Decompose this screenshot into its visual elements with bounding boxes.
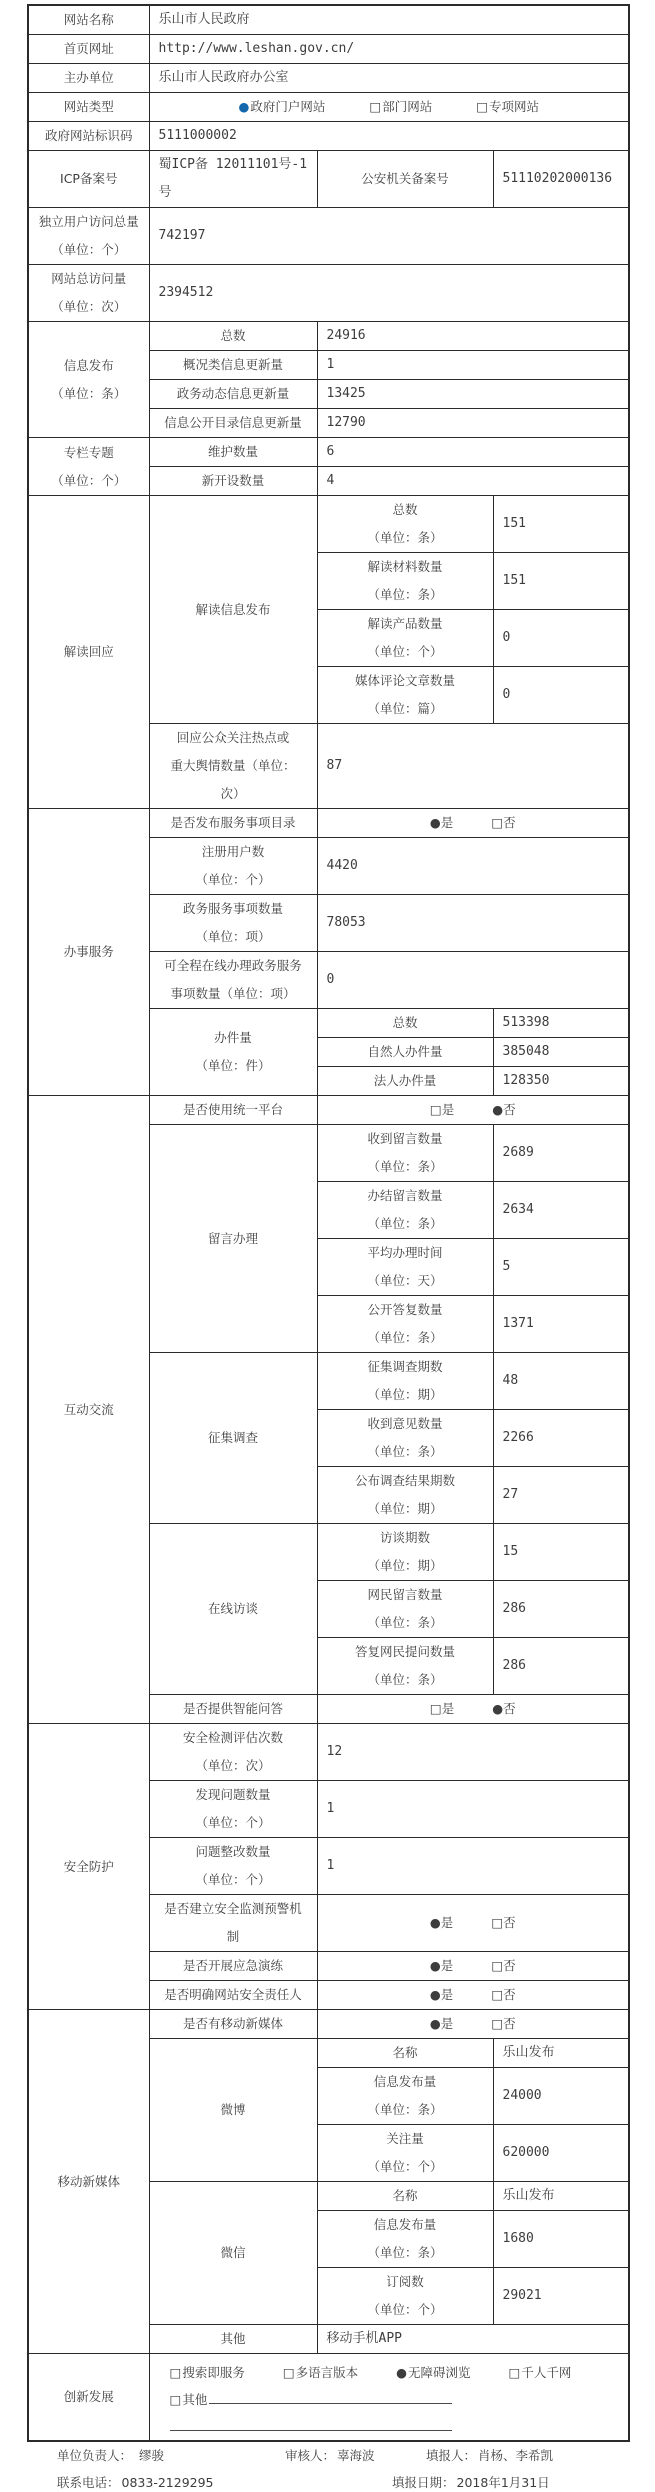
police-record-label: 公安机关备案号	[317, 151, 493, 208]
interviews-row-value: 286	[493, 1638, 629, 1695]
security-row-label: 安全检测评估次数 （单位：次）	[149, 1724, 317, 1781]
radio-no[interactable]: □否	[491, 1958, 516, 1973]
icp-label: ICP备案号	[28, 151, 149, 208]
surveys-row-value: 48	[493, 1353, 629, 1410]
info-publish-row-value: 12790	[317, 409, 629, 438]
interpret-row-value: 0	[493, 667, 629, 724]
info-publish-row-value: 24916	[317, 322, 629, 351]
volume-row-value: 385048	[493, 1038, 629, 1067]
weibo-row-value: 24000	[493, 2068, 629, 2125]
row-home-url	[28, 35, 629, 64]
radio-government-portal[interactable]: ●政府门户网站	[238, 99, 326, 114]
home-url-value: http://www.leshan.gov.cn/	[149, 35, 629, 64]
wechat-row-label: 订阅数 （单位：个）	[317, 2268, 493, 2325]
checkbox-search-service[interactable]: □搜索即服务	[169, 2365, 245, 2380]
wechat-row-label: 名称	[317, 2182, 493, 2211]
messages-row-label: 收到留言数量 （单位：条）	[317, 1125, 493, 1182]
radio-department-site[interactable]: □部门网站	[369, 99, 433, 114]
interviews-group-label: 在线访谈	[149, 1524, 317, 1695]
row-unique-visitors	[28, 208, 629, 265]
row-info-publish-total	[28, 322, 629, 351]
site-type-options	[149, 93, 629, 122]
interpret-row-label: 总数 （单位：条）	[317, 496, 493, 553]
volume-group-label: 办件量 （单位：件）	[149, 1009, 317, 1096]
radio-no[interactable]: □否	[491, 1987, 516, 2002]
row-security-checks	[28, 1724, 629, 1781]
radio-no[interactable]: □否	[491, 1915, 516, 1930]
weibo-row-label: 名称	[317, 2039, 493, 2068]
smart-qa-answer	[317, 1695, 629, 1724]
blank-underline[interactable]	[209, 2389, 452, 2404]
surveys-row-label: 征集调查期数 （单位：期）	[317, 1353, 493, 1410]
info-publish-group-label: 信息发布 （单位：条）	[28, 322, 149, 438]
organizer-label: 主办单位	[28, 64, 149, 93]
wechat-group-label: 微信	[149, 2182, 317, 2325]
checkbox-empty-icon: □	[508, 2365, 521, 2380]
wechat-row-value: 乐山发布	[493, 2182, 629, 2211]
interpret-row-label: 解读材料数量 （单位：条）	[317, 553, 493, 610]
row-service-catalog	[28, 809, 629, 838]
innovation-options	[149, 2354, 629, 2442]
radio-special-site[interactable]: □专项网站	[476, 99, 540, 114]
contact-phone: 联系电话： 0833-2129295	[57, 2475, 214, 2490]
volume-row-value: 513398	[493, 1009, 629, 1038]
report-date: 填报日期： 2018年1月31日	[392, 2475, 550, 2490]
wechat-row-value: 29021	[493, 2268, 629, 2325]
security-row-value: 12	[317, 1724, 629, 1781]
volume-row-label: 总数	[317, 1009, 493, 1038]
police-record-value: 51110202000136	[493, 151, 629, 208]
row-innovation	[28, 2354, 629, 2442]
volume-row-label: 自然人办件量	[317, 1038, 493, 1067]
site-type-label: 网站类型	[28, 93, 149, 122]
security-group-label: 安全防护	[28, 1724, 149, 2010]
security-owner-label: 是否明确网站安全责任人	[149, 1981, 317, 2010]
security-mechanism-answer	[317, 1895, 629, 1952]
messages-row-value: 1371	[493, 1296, 629, 1353]
radio-no[interactable]: ●否	[492, 1701, 516, 1716]
weibo-row-label: 关注量 （单位：个）	[317, 2125, 493, 2182]
row-unified-platform	[28, 1096, 629, 1125]
interpret-row-value: 151	[493, 496, 629, 553]
registered-users-value: 4420	[317, 838, 629, 895]
checkbox-empty-icon: □	[169, 2392, 182, 2407]
unified-platform-label: 是否使用统一平台	[149, 1096, 317, 1125]
interaction-group-label: 互动交流	[28, 1096, 149, 1724]
security-owner-answer	[317, 1981, 629, 2010]
row-organizer	[28, 64, 629, 93]
surveys-group-label: 征集调查	[149, 1353, 317, 1524]
radio-yes[interactable]: □是	[429, 1102, 455, 1117]
checkbox-personalized[interactable]: □千人千网	[508, 2365, 572, 2380]
interviews-row-value: 15	[493, 1524, 629, 1581]
checkbox-empty-icon: □	[282, 2365, 295, 2380]
report-table	[27, 4, 630, 2442]
row-topics-maintained	[28, 438, 629, 467]
security-drill-label: 是否开展应急演练	[149, 1952, 317, 1981]
reporter: 填报人： 肖杨、李希凯	[426, 2448, 554, 2463]
radio-yes[interactable]: ●是	[429, 815, 454, 830]
interviews-row-label: 答复网民提问数量 （单位：条）	[317, 1638, 493, 1695]
interviews-row-label: 访谈期数 （单位：期）	[317, 1524, 493, 1581]
site-name-label: 网站名称	[28, 5, 149, 35]
topics-row-label: 新开设数量	[149, 467, 317, 496]
radio-no[interactable]: □否	[491, 815, 516, 830]
innovation-group-label: 创新发展	[28, 2354, 149, 2442]
checkbox-empty-icon: □	[369, 99, 382, 114]
info-publish-row-label: 信息公开目录信息更新量	[149, 409, 317, 438]
row-icp	[28, 151, 629, 208]
registered-users-label: 注册用户数 （单位：个）	[149, 838, 317, 895]
radio-yes[interactable]: ●是	[429, 1915, 454, 1930]
messages-row-value: 5	[493, 1239, 629, 1296]
interviews-row-label: 网民留言数量 （单位：条）	[317, 1581, 493, 1638]
messages-row-value: 2634	[493, 1182, 629, 1239]
interpret-row-value: 151	[493, 553, 629, 610]
surveys-row-label: 公布调查结果期数 （单位：期）	[317, 1467, 493, 1524]
radio-no[interactable]: □否	[491, 2016, 516, 2031]
unit-head: 单位负责人： 缪骏	[57, 2448, 165, 2463]
messages-group-label: 留言办理	[149, 1125, 317, 1353]
auditor: 审核人： 辜海波	[285, 2448, 375, 2463]
volume-row-value: 128350	[493, 1067, 629, 1096]
blank-underline[interactable]	[170, 2416, 452, 2431]
row-site-type	[28, 93, 629, 122]
messages-row-value: 2689	[493, 1125, 629, 1182]
interviews-row-value: 286	[493, 1581, 629, 1638]
messages-row-label: 平均办理时间 （单位：天）	[317, 1239, 493, 1296]
checkbox-empty-icon: □	[169, 2365, 182, 2380]
site-code-value: 5111000002	[149, 122, 629, 151]
service-catalog-answer	[317, 809, 629, 838]
service-catalog-label: 是否发布服务事项目录	[149, 809, 317, 838]
online-items-label: 可全程在线办理政务服务 事项数量（单位：项）	[149, 952, 317, 1009]
weibo-group-label: 微博	[149, 2039, 317, 2182]
total-visits-value: 2394512	[149, 265, 629, 322]
surveys-row-value: 2266	[493, 1410, 629, 1467]
services-group-label: 办事服务	[28, 809, 149, 1096]
security-row-label: 发现问题数量 （单位：个）	[149, 1781, 317, 1838]
info-publish-row-label: 政务动态信息更新量	[149, 380, 317, 409]
innovation-other-line	[170, 2386, 629, 2413]
checkbox-accessibility[interactable]: ●无障碍浏览	[396, 2365, 471, 2380]
organizer-value: 乐山市人民政府办公室	[149, 64, 629, 93]
innovation-options-line	[170, 2359, 629, 2386]
other-media-value: 移动手机APP	[317, 2325, 629, 2354]
security-drill-answer	[317, 1952, 629, 1981]
security-row-value: 1	[317, 1781, 629, 1838]
interpret-publish-label: 解读信息发布	[149, 496, 317, 724]
topics-row-label: 维护数量	[149, 438, 317, 467]
weibo-row-value: 乐山发布	[493, 2039, 629, 2068]
info-publish-row-value: 13425	[317, 380, 629, 409]
site-code-label: 政府网站标识码	[28, 122, 149, 151]
interpret-row-label: 媒体评论文章数量 （单位：篇）	[317, 667, 493, 724]
security-row-label: 问题整改数量 （单位：个）	[149, 1838, 317, 1895]
checkbox-empty-icon: □	[476, 99, 489, 114]
total-visits-label: 网站总访问量 （单位：次）	[28, 265, 149, 322]
checkbox-multilingual[interactable]: □多语言版本	[282, 2365, 359, 2380]
online-items-value: 0	[317, 952, 629, 1009]
weibo-row-value: 620000	[493, 2125, 629, 2182]
radio-no[interactable]: ●否	[492, 1102, 516, 1117]
unique-visitors-value: 742197	[149, 208, 629, 265]
other-media-label: 其他	[149, 2325, 317, 2354]
weibo-row-label: 信息发布量 （单位：条）	[317, 2068, 493, 2125]
interpret-row-value: 0	[493, 610, 629, 667]
row-total-visits	[28, 265, 629, 322]
unique-visitors-label: 独立用户访问总量 （单位：个）	[28, 208, 149, 265]
icp-value: 蜀ICP备 12011101号-1号	[149, 151, 317, 208]
radio-yes[interactable]: ●是	[429, 1958, 454, 1973]
has-new-media-answer	[317, 2010, 629, 2039]
row-has-new-media	[28, 2010, 629, 2039]
wechat-row-label: 信息发布量 （单位：条）	[317, 2211, 493, 2268]
unified-platform-answer	[317, 1096, 629, 1125]
interpret-row-label: 解读产品数量 （单位：个）	[317, 610, 493, 667]
radio-yes[interactable]: □是	[429, 1701, 455, 1716]
new-media-group-label: 移动新媒体	[28, 2010, 149, 2354]
wechat-row-value: 1680	[493, 2211, 629, 2268]
security-mechanism-label: 是否建立安全监测预警机 制	[149, 1895, 317, 1952]
interpret-group-label: 解读回应	[28, 496, 149, 809]
radio-selected-icon: ●	[238, 99, 250, 114]
site-name-value: 乐山市人民政府	[149, 5, 629, 35]
innovation-blank-line	[170, 2413, 629, 2440]
topics-row-value: 4	[317, 467, 629, 496]
surveys-row-value: 27	[493, 1467, 629, 1524]
security-row-value: 1	[317, 1838, 629, 1895]
info-publish-row-label: 总数	[149, 322, 317, 351]
row-site-name	[28, 5, 629, 35]
radio-selected-icon: ●	[396, 2365, 408, 2380]
home-url-label: 首页网址	[28, 35, 149, 64]
topics-group-label: 专栏专题 （单位：个）	[28, 438, 149, 496]
service-items-value: 78053	[317, 895, 629, 952]
info-publish-row-value: 1	[317, 351, 629, 380]
radio-yes[interactable]: ●是	[429, 2016, 454, 2031]
footer	[27, 2442, 655, 2492]
smart-qa-label: 是否提供智能问答	[149, 1695, 317, 1724]
row-site-code	[28, 122, 629, 151]
respond-value: 87	[317, 724, 629, 809]
has-new-media-label: 是否有移动新媒体	[149, 2010, 317, 2039]
messages-row-label: 办结留言数量 （单位：条）	[317, 1182, 493, 1239]
volume-row-label: 法人办件量	[317, 1067, 493, 1096]
respond-label: 回应公众关注热点或 重大舆情数量（单位： 次）	[149, 724, 317, 809]
surveys-row-label: 收到意见数量 （单位：条）	[317, 1410, 493, 1467]
checkbox-other[interactable]: □其他	[169, 2392, 208, 2407]
topics-row-value: 6	[317, 438, 629, 467]
messages-row-label: 公开答复数量 （单位：条）	[317, 1296, 493, 1353]
row-interpret-total	[28, 496, 629, 553]
info-publish-row-label: 概况类信息更新量	[149, 351, 317, 380]
service-items-label: 政务服务事项数量 （单位：项）	[149, 895, 317, 952]
radio-yes[interactable]: ●是	[429, 1987, 454, 2002]
